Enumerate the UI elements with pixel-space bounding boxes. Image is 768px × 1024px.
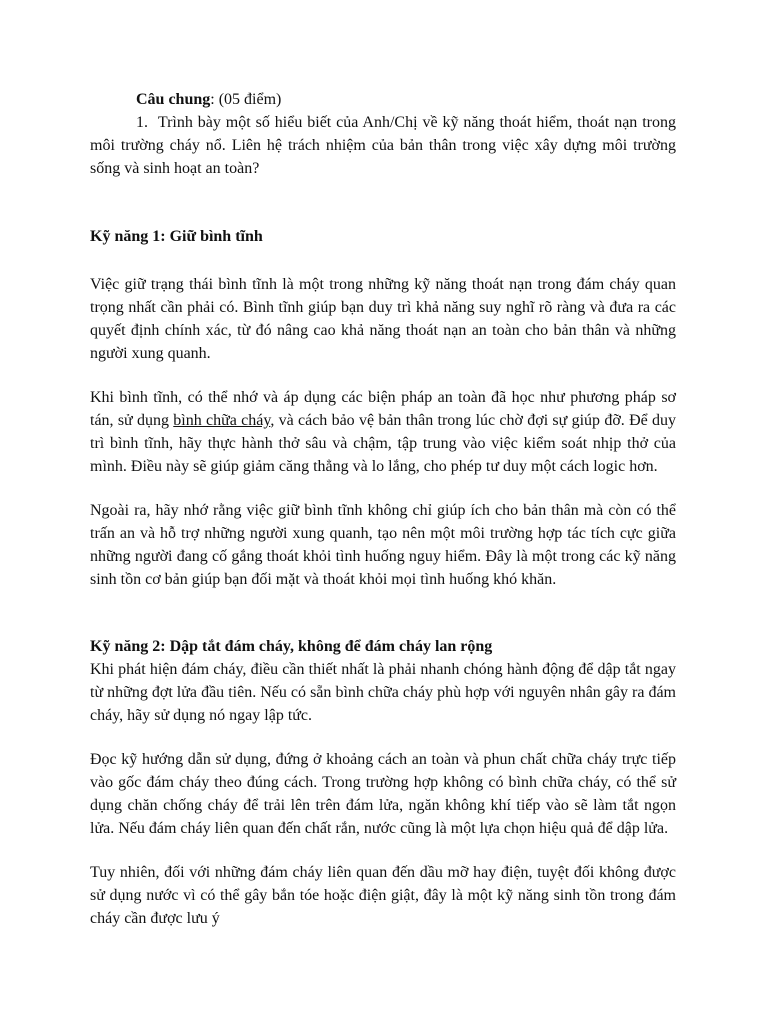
fire-extinguisher-link[interactable]: bình chữa cháy <box>173 412 271 429</box>
skill2-paragraph-3: Tuy nhiên, đối với những đám cháy liên quan đến dầu mỡ hay điện, tuyệt đối không được sử dụng nước vì có thể gây bắn tóe hoặc điện giật, đây là một kỹ năng sinh tồn trong đám cháy cần được lưu ý <box>90 864 676 927</box>
skill2-heading: Kỹ năng 2: Dập tắt đám cháy, không để đám cháy lan rộng <box>90 638 493 655</box>
document-page <box>90 88 676 930</box>
skill2-paragraph-1: Khi phát hiện đám cháy, điều cần thiết nhất là phải nhanh chóng hành động để dập tắt ngay từ những đợt lửa đầu tiên. Nếu có sẵn bình chữa cháy phù hợp với nguyên nhân gây ra đám cháy, hãy sử dụng nó ngay lập tức. <box>90 661 676 724</box>
question-header <box>90 88 676 111</box>
skill1-p2-after: , và cách bảo vệ bản thân trong lúc chờ đợi sự giúp đỡ. Để duy trì bình tĩnh, hãy thực hành thở sâu và chậm, tập trung vào việc kiểm soát nhịp thở của mình. Điều này sẽ giúp giảm căng thẳng và lo lắng, cho phép tư duy một cách logic hơn. <box>90 412 676 475</box>
question-item-text: Trình bày một số hiểu biết của Anh/Chị về kỹ năng thoát hiểm, thoát nạn trong môi trường cháy nổ. Liên hệ trách nhiệm của bản thân trong việc xây dựng môi trường sống và sinh hoạt an toàn? <box>90 114 677 177</box>
skill1-paragraph-1: Việc giữ trạng thái bình tĩnh là một trong những kỹ năng thoát nạn trong đám cháy quan trọng nhất cần phải có. Bình tĩnh giúp bạn duy trì khả năng suy nghĩ rõ ràng và đưa ra các quyết định chính xác, từ đó nâng cao khả năng thoát nạn an toàn cho bản thân và những người xung quanh. <box>90 276 676 362</box>
skill1-paragraph-2 <box>90 386 676 478</box>
skill1-p2-before: Khi bình tĩnh, có thể nhớ và áp dụng các biện pháp an toàn đã học như phương pháp sơ tán, sử dụng <box>90 389 676 429</box>
question-points: : (05 điểm) <box>210 91 282 108</box>
skill2-paragraph-2: Đọc kỹ hướng dẫn sử dụng, đứng ở khoảng cách an toàn và phun chất chữa cháy trực tiếp vào gốc đám cháy theo đúng cách. Trong trường hợp không có bình chữa cháy, có thể sử dụng chăn chống cháy để trải lên trên đám lửa, ngăn không khí tiếp vào sẽ làm tắt ngọn lửa. Nếu đám cháy liên quan đến chất rắn, nước cũng là một lựa chọn hiệu quả để dập lửa. <box>90 751 676 837</box>
question-item-number: 1. <box>136 114 148 131</box>
question-label: Câu chung <box>136 91 211 108</box>
skill1-heading: Kỹ năng 1: Giữ bình tĩnh <box>90 228 263 245</box>
question-item <box>90 111 676 180</box>
skill1-paragraph-3: Ngoài ra, hãy nhớ rằng việc giữ bình tĩnh không chỉ giúp ích cho bản thân mà còn có thể trấn an và hỗ trợ những người xung quanh, tạo nên một môi trường hợp tác tích cực giữa những người đang cố gắng thoát khỏi tình huống nguy hiểm. Đây là một trong các kỹ năng sinh tồn cơ bản giúp bạn đối mặt và thoát khỏi mọi tình huống khó khăn. <box>90 502 676 588</box>
